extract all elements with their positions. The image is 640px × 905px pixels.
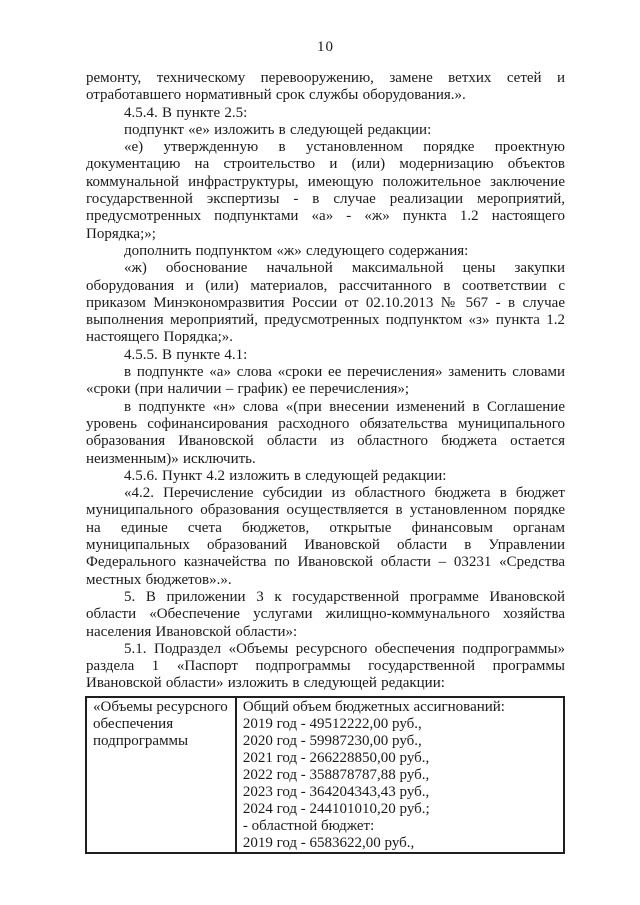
- paragraph: 4.5.5. В пункте 4.1:: [124, 346, 248, 363]
- table-value-line: 2023 год - 364204343,43 руб.,: [242, 783, 430, 800]
- paragraph: 5.1. Подраздел «Объемы ресурсного обеспечения подпрограммы» раздела 1 «Паспорт подпрограммы государственной программы Ивановской области» изложить в следующей редакции:: [86, 640, 565, 692]
- table-value-line: 2022 год - 358878787,88 руб.,: [242, 766, 430, 783]
- page-number: 10: [317, 39, 334, 55]
- table-row: [86, 697, 564, 853]
- table-value-line: - областной бюджет:: [242, 817, 375, 834]
- paragraph: в подпункте «а» слова «сроки ее перечисления» заменить словами «сроки (при наличии – график) ее перечисления»;: [86, 364, 565, 398]
- paragraph: «ж) обоснование начальной максимальной цены закупки оборудования и (или) материалов, рассчитанного в соответствии с приказом Минэкономразвития России от 02.10.2013 № 567 - в случае выполнения мероприятий, предусмотренных подпунктом «з» пункта 1.2 настоящего Порядка;».: [86, 260, 565, 346]
- document-body: [86, 70, 565, 693]
- amendment-table: [85, 696, 565, 854]
- table-value-line: Общий объем бюджетных ассигнований:: [242, 698, 505, 715]
- table-value-line: 2024 год - 244101010,20 руб.;: [242, 800, 430, 817]
- table-value-line: 2019 год - 6583622,00 руб.,: [242, 834, 415, 851]
- table-cell-label: [86, 697, 236, 853]
- paragraph: 4.5.4. В пункте 2.5:: [124, 104, 248, 121]
- table-value-line: 2019 год - 49512222,00 руб.,: [242, 715, 422, 732]
- table-cell-value: [236, 697, 564, 853]
- table-value-line: 2020 год - 59987230,00 руб.,: [242, 732, 422, 749]
- paragraph: дополнить подпунктом «ж» следующего содержания:: [124, 242, 469, 259]
- paragraph: подпункт «е» изложить в следующей редакции:: [124, 121, 432, 138]
- paragraph: 4.5.6. Пункт 4.2 изложить в следующей редакции:: [124, 467, 447, 484]
- paragraph: «4.2. Перечисление субсидии из областного бюджета в бюджет муниципального образования осуществляется в установленном порядке на единые счета бюджетов, открытые финансовым органам муниципальных образований Ивановской области в Управлении Федерального казначейства по Ивановской области – 03231 «Средства местных бюджетов».».: [86, 485, 565, 588]
- table-label-line: подпрограммы: [93, 732, 189, 749]
- paragraph: ремонту, техническому перевооружению, замене ветхих сетей и отработавшего нормативный срок службы оборудования.».: [86, 70, 565, 104]
- table-label-line: «Объемы ресурсного: [93, 698, 228, 715]
- paragraph: 5. В приложении 3 к государственной программе Ивановской области «Обеспечение услугами жилищно-коммунального хозяйства населения Ивановской области»:: [86, 588, 565, 640]
- paragraph: в подпункте «н» слова «(при внесении изменений в Соглашение уровень софинансирования расходного обязательства муниципального образования Ивановской области из областного бюджета остается неизменным)» исключить.: [86, 398, 565, 467]
- table-value-line: 2021 год - 266228850,00 руб.,: [242, 749, 430, 766]
- table-label-line: обеспечения: [93, 715, 174, 732]
- paragraph: «е) утвержденную в установленном порядке проектную документацию на строительство и (или) модернизацию объектов коммунальной инфраструктуры, имеющую положительное заключение государственной экспертизы - в случае реализации мероприятий, предусмотренных подпунктами «а» - «ж» пункта 1.2 настоящего Порядка;»;: [86, 139, 565, 242]
